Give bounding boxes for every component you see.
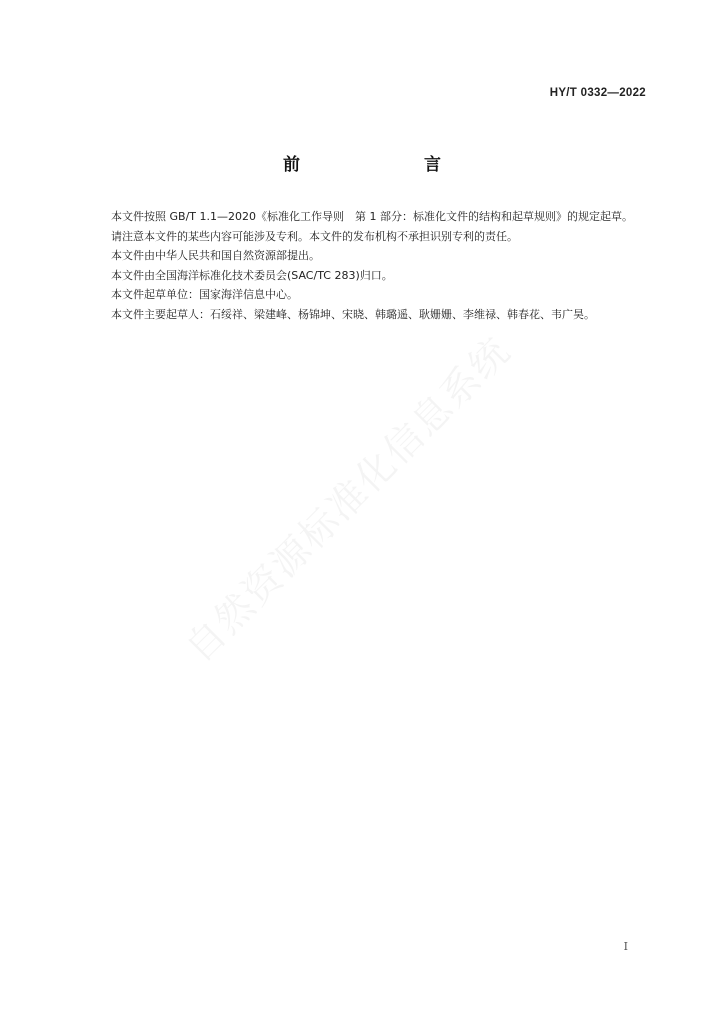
foreword-body xyxy=(88,207,648,324)
watermark xyxy=(171,322,521,672)
paragraph-centralized-by: 本文件由全国海洋标准化技术委员会(SAC/TC 283)归口。 xyxy=(111,268,393,282)
paragraph-drafters: 本文件主要起草人：石绥祥、梁建峰、杨锦坤、宋晓、韩璐遥、耿姗姗、李维禄、韩春花、韦广昊。 xyxy=(111,307,595,321)
page-title: 前 言 xyxy=(283,155,471,175)
paragraph-proposed-by: 本文件由中华人民共和国自然资源部提出。 xyxy=(111,249,320,262)
paragraph-patent-notice: 请注意本文件的某些内容可能涉及专利。本文件的发布机构不承担识别专利的责任。 xyxy=(111,229,518,243)
page-number: I xyxy=(623,940,628,953)
paragraph-drafting-unit: 本文件起草单位：国家海洋信息中心。 xyxy=(111,288,298,301)
standard-code: HY/T 0332—2022 xyxy=(549,87,646,99)
paragraph-drafting-rules: 本文件按照 GB/T 1.1—2020《标准化工作导则 第 1 部分：标准化文件的结构和起草规则》的规定起草。 xyxy=(111,210,633,223)
